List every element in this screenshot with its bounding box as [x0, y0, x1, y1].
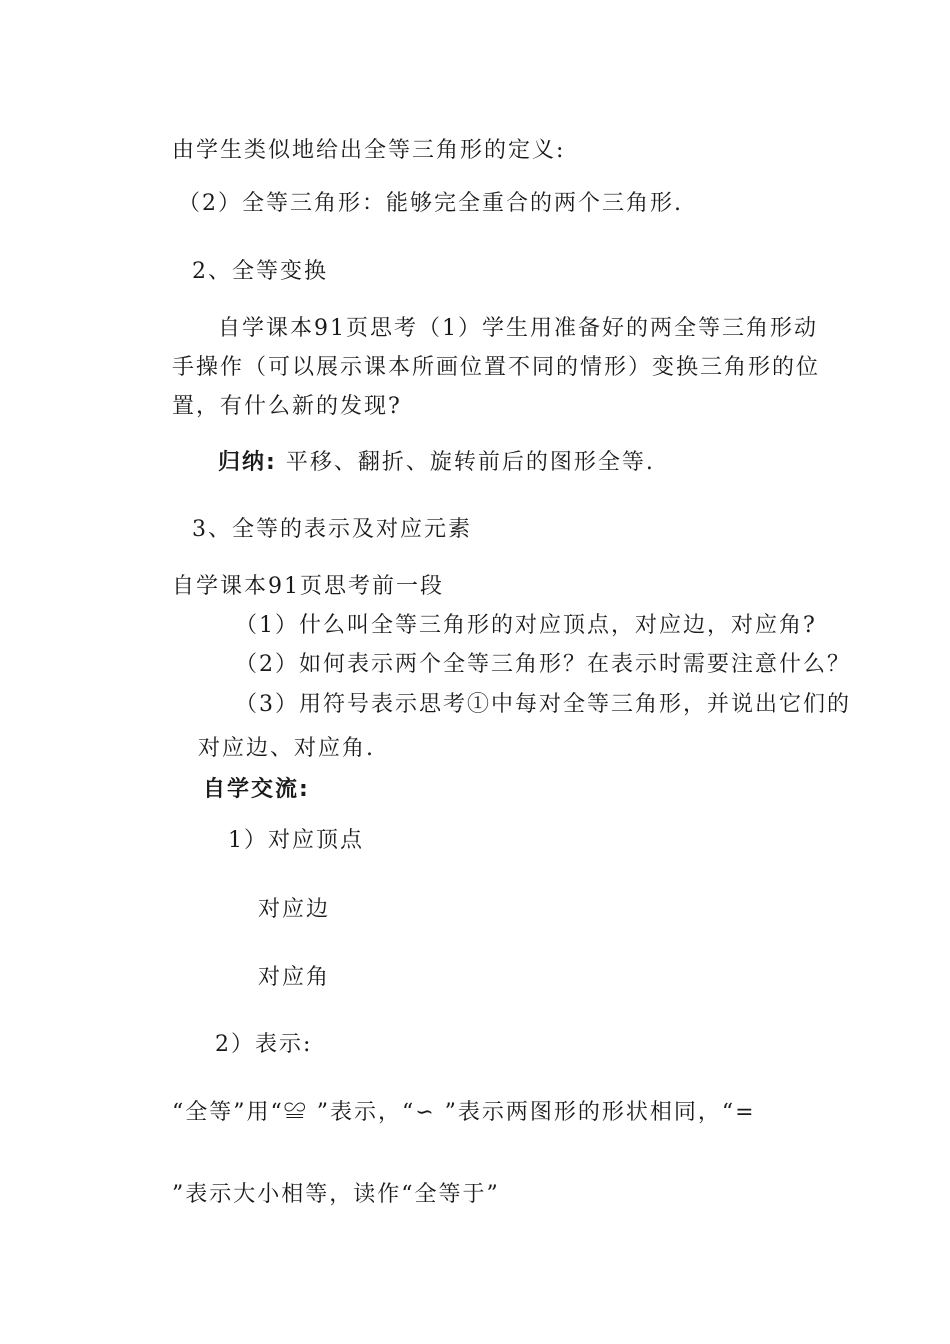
- item-corresponding-angles: 对应角: [258, 965, 331, 990]
- section-heading-transform: 2、全等变换: [192, 259, 328, 284]
- self-study-exchange-heading: 自学交流:: [203, 777, 310, 802]
- paragraph-symbols-2: ”表示大小相等，读作“全等于”: [172, 1182, 500, 1207]
- question-1: （1）什么叫全等三角形的对应顶点，对应边，对应角?: [235, 613, 817, 638]
- paragraph-definition: （2）全等三角形：能够完全重合的两个三角形.: [178, 191, 683, 216]
- paragraph-definition-intro: 由学生类似地给出全等三角形的定义:: [172, 138, 566, 163]
- question-2: （2）如何表示两个全等三角形？在表示时需要注意什么？: [235, 652, 851, 677]
- paragraph-self-study-4: 自学课本91页思考前一段: [172, 574, 444, 599]
- paragraph-symbols-1: “全等”用“≌ ”表示，“∽ ”表示两图形的形状相同，“=: [172, 1100, 756, 1125]
- summary-line: [218, 448, 655, 478]
- item-representation: 2）表示:: [215, 1032, 313, 1057]
- summary-text: 平移、翻折、旋转前后的图形全等.: [285, 450, 655, 475]
- section-heading-representation: 3、全等的表示及对应元素: [192, 517, 472, 542]
- paragraph-self-study-1: 自学课本91页思考（1）学生用准备好的两全等三角形动: [218, 316, 818, 341]
- paragraph-self-study-2: 手操作（可以展示课本所画位置不同的情形）变换三角形的位: [172, 355, 821, 380]
- paragraph-self-study-3: 置，有什么新的发现?: [172, 394, 402, 419]
- item-corresponding-sides: 对应边: [258, 897, 331, 922]
- summary-label: 归纳:: [218, 450, 277, 475]
- question-3-line-1: （3）用符号表示思考①中每对全等三角形，并说出它们的: [235, 692, 851, 717]
- item-corresponding-vertices: 1）对应顶点: [228, 828, 364, 853]
- question-3-line-2: 对应边、对应角.: [198, 736, 375, 761]
